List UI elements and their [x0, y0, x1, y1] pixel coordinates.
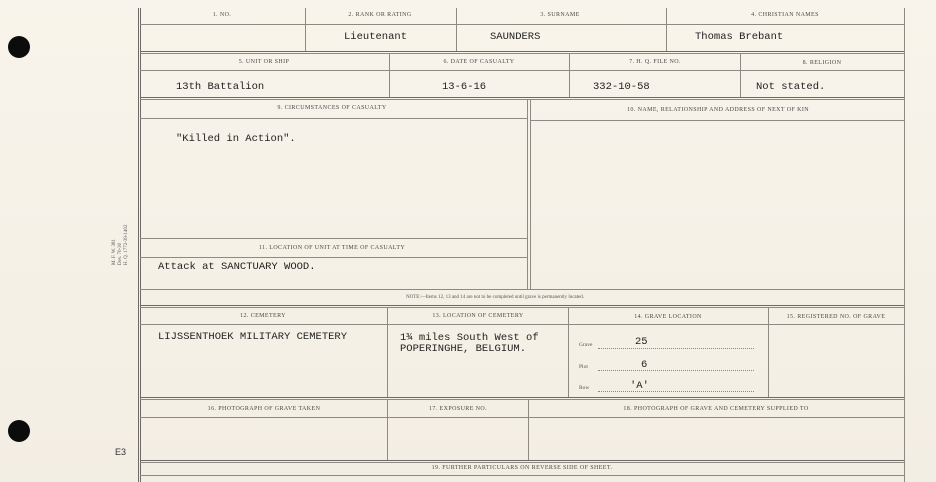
rule — [140, 289, 904, 290]
value-rank: Lieutenant — [344, 31, 408, 43]
divider — [568, 307, 569, 397]
rule — [140, 53, 904, 54]
label-further: 19. FURTHER PARTICULARS ON REVERSE SIDE OF SHEET. — [431, 465, 613, 471]
value-location-cemetery-line1: 1¾ miles South West of — [400, 332, 539, 344]
label-location-unit: 11. LOCATION OF UNIT AT TIME OF CASUALTY — [258, 245, 406, 251]
frame-right — [904, 8, 905, 482]
rule — [140, 399, 904, 400]
label-religion: 8. RELIGION — [802, 60, 842, 66]
rule — [140, 97, 904, 98]
divider — [456, 8, 457, 51]
corner-code: E3 — [115, 447, 127, 457]
rule — [140, 324, 904, 325]
value-circumstances: "Killed in Action". — [176, 133, 296, 145]
label-unit: 5. UNIT OR SHIP — [238, 59, 290, 65]
label-photo-grave: 16. PHOTOGRAPH OF GRAVE TAKEN — [207, 406, 321, 412]
divider — [389, 53, 390, 97]
label-surname: 3. SURNAME — [540, 12, 580, 18]
rule — [140, 462, 904, 463]
label-christian-names: 4. CHRISTIAN NAMES — [751, 12, 819, 18]
label-no: 1. NO. — [212, 12, 232, 18]
divider — [530, 99, 531, 289]
note-text: NOTE:—Items 12, 13 and 14 are not to be completed until grave is permanently located. — [406, 295, 585, 300]
rule — [140, 118, 527, 119]
label-exposure: 17. EXPOSURE NO. — [428, 406, 488, 412]
rule — [531, 120, 904, 121]
label-registered-no: 15. REGISTERED NO. OF GRAVE — [786, 314, 886, 320]
value-plot: 6 — [641, 359, 648, 371]
label-date-casualty: 6. DATE OF CASUALTY — [443, 59, 515, 65]
divider — [740, 53, 741, 97]
rule — [140, 460, 904, 461]
divider — [569, 53, 570, 97]
plot-sub-label: Plot — [579, 364, 588, 370]
rule — [140, 417, 904, 418]
value-date-casualty: 13-6-16 — [442, 81, 487, 93]
row-dotline — [598, 391, 754, 392]
value-cemetery: LIJSSENTHOEK MILITARY CEMETERY — [158, 331, 348, 343]
grave-dotline — [598, 348, 754, 349]
label-circumstances: 9. CIRCUMSTANCES OF CASUALTY — [277, 105, 387, 111]
value-religion: Not stated. — [756, 81, 826, 93]
label-photo-supplied: 18. PHOTOGRAPH OF GRAVE AND CEMETERY SUPPLIED TO — [623, 406, 809, 412]
frame-left-inner — [140, 8, 141, 482]
label-cemetery: 12. CEMETERY — [240, 313, 286, 319]
label-hq-file: 7. H. Q. FILE NO. — [629, 59, 681, 65]
grave-sub-label: Grave — [579, 342, 593, 348]
value-location-cemetery-line2: POPERINGHE, BELGIUM. — [400, 343, 527, 355]
value-unit: 13th Battalion — [176, 81, 265, 93]
value-surname: SAUNDERS — [490, 31, 541, 43]
punch-hole-bottom — [8, 420, 30, 442]
rule — [140, 238, 527, 239]
value-grave: 25 — [635, 336, 648, 348]
rule — [140, 99, 904, 100]
divider — [528, 399, 529, 460]
punch-hole-top — [8, 36, 30, 58]
divider — [387, 399, 388, 460]
rule — [140, 51, 904, 52]
divider — [768, 307, 769, 397]
divider — [527, 99, 528, 289]
divider — [305, 8, 306, 51]
rule — [140, 257, 527, 258]
rule — [140, 397, 904, 398]
label-rank: 2. RANK OR RATING — [348, 12, 412, 18]
label-grave-location: 14. GRAVE LOCATION — [634, 314, 702, 320]
frame-left — [138, 8, 139, 482]
divider — [666, 8, 667, 51]
rule — [140, 70, 904, 71]
rule — [140, 24, 904, 25]
plot-dotline — [598, 370, 754, 371]
value-row: 'A' — [630, 380, 649, 392]
rule — [140, 307, 904, 308]
label-next-of-kin: 10. NAME, RELATIONSHIP AND ADDRESS OF NEXT OF KIN — [627, 107, 809, 113]
label-location-cemetery: 13. LOCATION OF CEMETERY — [432, 313, 524, 319]
value-christian-names: Thomas Brebant — [695, 31, 784, 43]
rule — [140, 475, 904, 476]
divider — [387, 307, 388, 397]
value-hq-file: 332-10-58 — [593, 81, 650, 93]
form-stamp: M. F. W. 381 Dev. 70-30 H. Q. 1772-39-1402 — [112, 224, 129, 265]
value-location-unit: Attack at SANCTUARY WOOD. — [158, 261, 316, 273]
rule — [140, 305, 904, 306]
row-sub-label: Row — [579, 385, 590, 391]
